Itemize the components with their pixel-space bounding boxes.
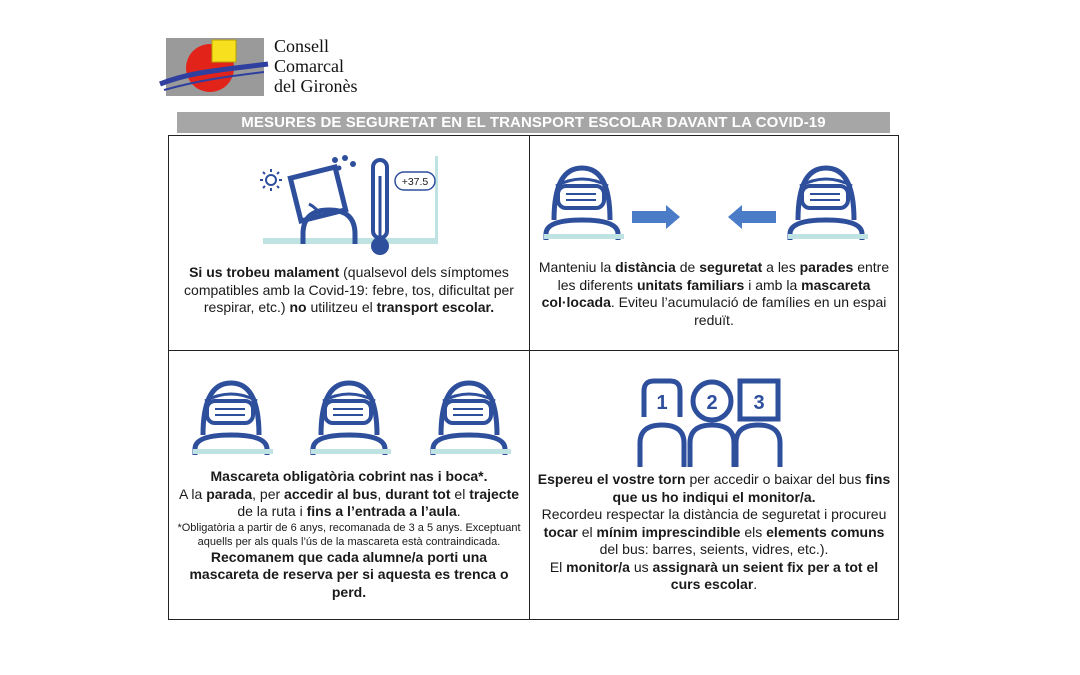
- masked-face-icon: [431, 383, 511, 455]
- panel-3-text: [175, 468, 523, 601]
- panel-4-text: [536, 471, 892, 594]
- p3-a1: Mascareta obligatòria cobrint nas i boca*.: [210, 468, 488, 484]
- p3-b10: fins a l’entrada a l’aula: [306, 503, 457, 519]
- p3-b7: el: [450, 485, 470, 502]
- p4-b2: tocar: [543, 523, 578, 540]
- masks-illustration: [191, 373, 501, 459]
- p1-t4: utilitzeu el: [306, 299, 377, 315]
- panel-1-text: [175, 264, 523, 317]
- p1-t3: no: [289, 299, 307, 315]
- sun-icon: [260, 169, 282, 191]
- p4-b1: Recordeu respectar la distància de seguretat i procureu: [541, 506, 887, 522]
- p4-b7: del bus: barres, seients, vidres, etc.).: [599, 541, 829, 557]
- p3-b3: , per: [252, 485, 285, 502]
- masked-face-icon: [788, 168, 868, 240]
- sick-person-illustration: [255, 154, 445, 258]
- panel-feeling-unwell: [169, 136, 530, 351]
- p4-b4: mínim imprescindible: [596, 523, 741, 540]
- p2-t6: parades: [799, 259, 854, 275]
- panel-2-text: [536, 259, 892, 329]
- p4-b6: elements comuns: [766, 523, 885, 540]
- thermometer-reading: +37.5: [401, 176, 429, 188]
- p4-c5: .: [753, 576, 758, 592]
- p3-note: *Obligatòria a partir de 6 anys, recomanada de 3 a 5 anys. Exceptuant aquells per als quals l’ús de la mascareta està contraindicada.: [177, 521, 521, 548]
- panel-mask-required: [169, 351, 530, 619]
- logo: [160, 34, 390, 104]
- arrow-right-icon: [632, 205, 680, 229]
- page-title-banner: MESURES DE SEGURETAT EN EL TRANSPORT ESCOLAR DAVANT LA COVID-19: [177, 112, 890, 133]
- p3-b11: .: [456, 503, 461, 519]
- p2-t2: distància: [615, 259, 676, 275]
- p4-b3: el: [577, 523, 597, 540]
- logo-text: [274, 36, 357, 96]
- p4-b5: els: [740, 523, 767, 540]
- p4-a1: Espereu el vostre torn: [537, 471, 686, 487]
- seat-number-1: 1: [656, 392, 668, 414]
- distance-illustration: [546, 162, 882, 242]
- consell-comarcal-logo-icon: [160, 34, 272, 100]
- seat-number-2: 2: [706, 392, 718, 414]
- p2-t8: unitats familiars: [636, 276, 745, 293]
- masked-face-icon: [193, 383, 273, 455]
- measures-grid: [168, 135, 899, 620]
- p3-b2: parada: [206, 485, 253, 502]
- p2-t1: Manteniu la: [538, 259, 616, 275]
- p2-t3: de: [675, 259, 700, 275]
- p4-c2: monitor/a: [566, 558, 630, 575]
- logo-line-2: Comarcal: [274, 56, 344, 76]
- p4-a2: per accedir o baixar del bus: [685, 471, 866, 487]
- p4-c4: assignarà un seient fix per a tot el curs escolar: [652, 558, 879, 592]
- p3-rec: Recomanem que cada alumne/a porti una mascareta de reserva per si aquesta es trenca o perd.: [189, 548, 509, 600]
- p4-a3: fins que us ho indiqui el monitor/a.: [612, 471, 891, 505]
- arrow-left-icon: [728, 205, 776, 229]
- logo-line-1: Consell: [274, 36, 330, 56]
- p4-c3: us: [629, 558, 653, 575]
- p1-t5: transport escolar.: [376, 299, 495, 315]
- p2-t10: mascareta col·locada: [541, 276, 871, 310]
- masked-face-icon: [544, 168, 624, 240]
- p3-b1: A la: [178, 485, 207, 502]
- logo-line-3: del Gironès: [274, 76, 358, 96]
- p3-b8: trajecte: [469, 485, 520, 502]
- p2-t9: i amb la: [744, 276, 802, 293]
- p1-t1: Si us trobeu malament: [189, 264, 340, 280]
- p3-b5: ,: [377, 485, 386, 502]
- queue-illustration: [638, 377, 794, 467]
- p4-c1: El: [549, 558, 567, 575]
- p2-t7: entre les diferents: [557, 259, 890, 293]
- p3-b4: accedir al bus: [284, 485, 378, 502]
- p1-t2: (qualsevol dels símptomes compatibles amb la Covid-19: febre, tos, dificultat per respirar, etc.): [184, 264, 514, 315]
- p3-b9: de la ruta i: [237, 503, 307, 519]
- panel-wait-turn: [530, 351, 898, 619]
- sick-person-icon: [290, 167, 355, 244]
- p3-b6: durant tot: [385, 485, 451, 502]
- panel-keep-distance: [530, 136, 898, 351]
- p2-t4: seguretat: [699, 259, 763, 275]
- masked-face-icon: [311, 383, 391, 455]
- p2-t11: . Eviteu l’acumulació de famílies en un espai reduït.: [610, 294, 887, 328]
- p2-t5: a les: [762, 259, 800, 275]
- seat-number-3: 3: [753, 392, 765, 414]
